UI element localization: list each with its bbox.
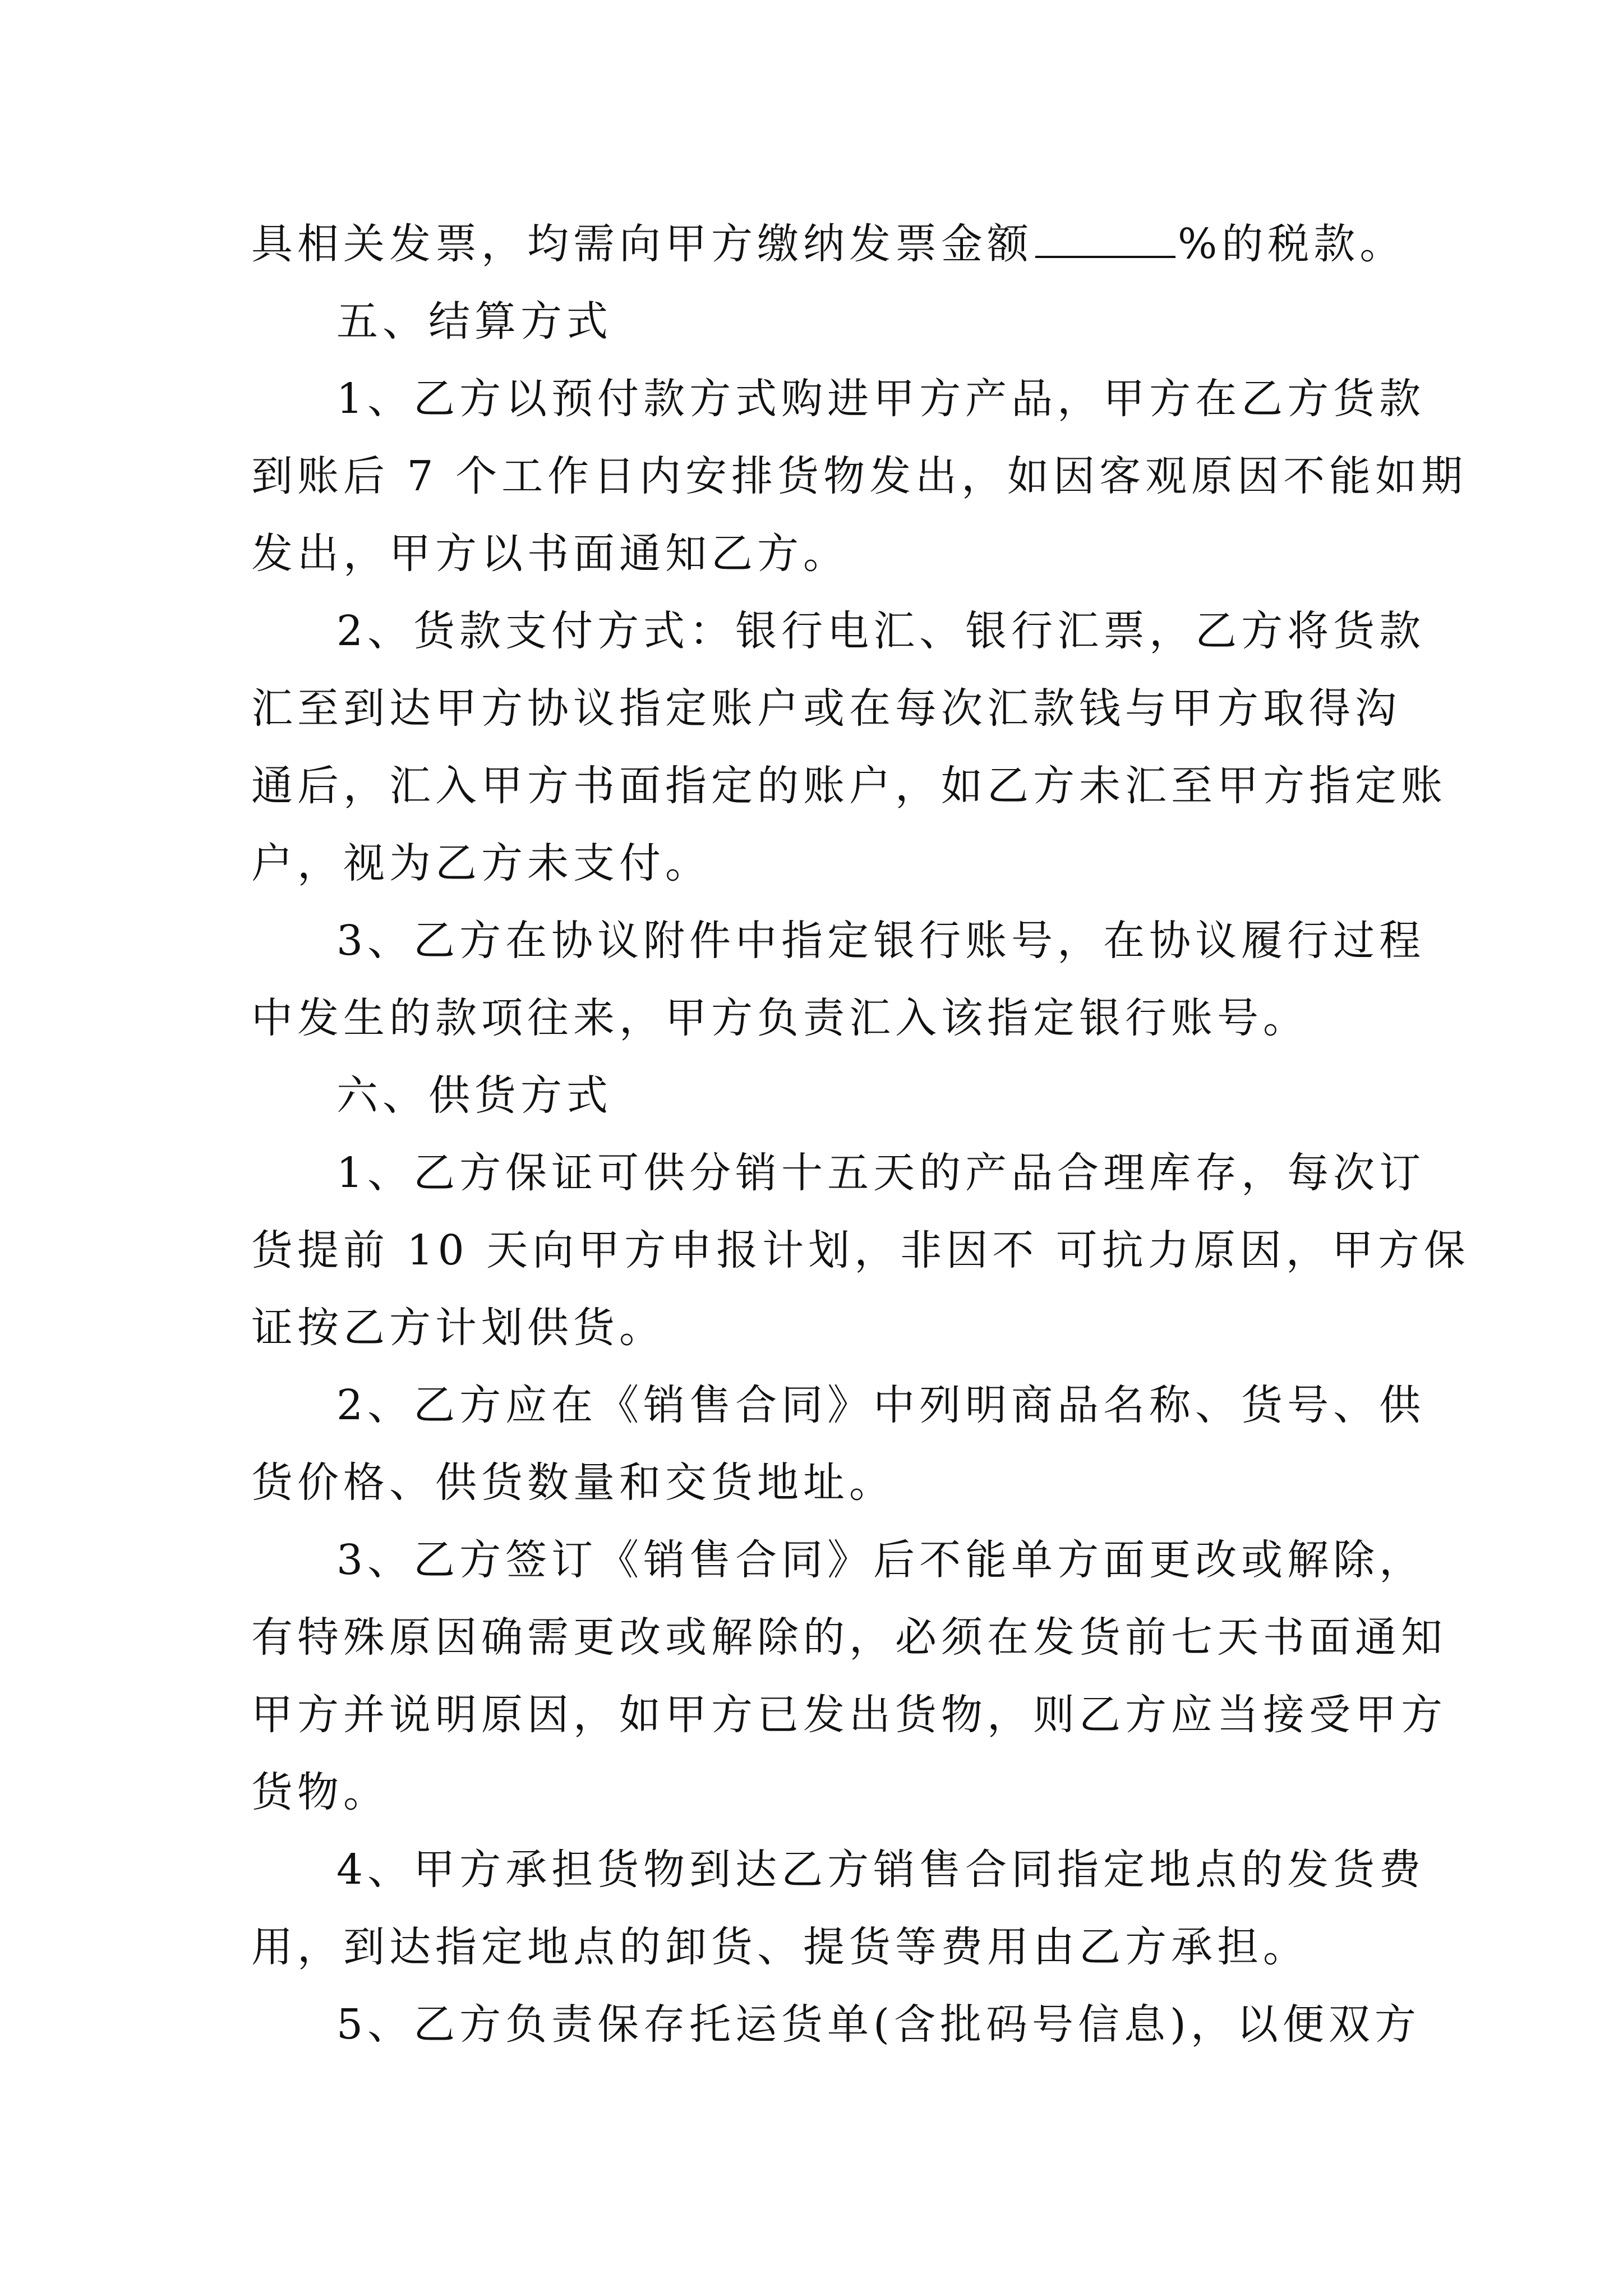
text-line: 2、乙方应在《销售合同》中列明商品名称、货号、供 xyxy=(336,1381,1426,1429)
text-segment: %的税款。 xyxy=(1178,220,1406,268)
text-line: 户，视为乙方未支付。 xyxy=(251,839,711,887)
text-line: 1、乙方以预付款方式购进甲方产品，甲方在乙方货款 xyxy=(336,375,1426,423)
section-heading: 五、结算方式 xyxy=(336,297,612,346)
text-line: 通后，汇入甲方书面指定的账户，如乙方未汇至甲方指定账 xyxy=(251,762,1447,810)
text-line: 中发生的款项往来，甲方负责汇入该指定银行账号。 xyxy=(251,994,1309,1042)
text-line: 汇至到达甲方协议指定账户或在每次汇款钱与甲方取得沟 xyxy=(251,684,1401,733)
text-line: 3、乙方签订《销售合同》后不能单方面更改或解除， xyxy=(336,1536,1426,1584)
text-line: 用，到达指定地点的卸货、提货等费用由乙方承担。 xyxy=(251,1923,1309,1971)
text-line xyxy=(251,205,1406,283)
text-line: 3、乙方在协议附件中指定银行账号，在协议履行过程 xyxy=(336,917,1426,965)
text-line: 4、甲方承担货物到达乙方销售合同指定地点的发货费 xyxy=(336,1846,1426,1894)
text-line: 5、乙方负责保存托运货单(含批码号信息)，以便双方 xyxy=(336,2000,1421,2049)
text-line: 甲方并说明原因，如甲方已发出货物，则乙方应当接受甲方 xyxy=(251,1691,1447,1739)
text-line: 有特殊原因确需更改或解除的，必须在发货前七天书面通知 xyxy=(251,1613,1447,1662)
text-line: 1、乙方保证可供分销十五天的产品合理库存，每次订 xyxy=(336,1149,1426,1197)
text-segment: 具相关发票，均需向甲方缴纳发票金额 xyxy=(251,220,1033,268)
fill-in-blank xyxy=(1035,221,1175,258)
text-line: 货价格、供货数量和交货地址。 xyxy=(251,1458,895,1507)
text-line: 证按乙方计划供货。 xyxy=(251,1304,665,1352)
text-line: 货提前 10 天向甲方申报计划，非因不 可抗力原因，甲方保 xyxy=(251,1226,1470,1274)
section-heading: 六、供货方式 xyxy=(336,1071,612,1120)
text-line: 货物。 xyxy=(251,1768,389,1816)
text-line: 到账后 7 个工作日内安排货物发出，如因客观原因不能如期 xyxy=(251,452,1468,500)
text-line: 2、货款支付方式：银行电汇、银行汇票，乙方将货款 xyxy=(336,607,1426,655)
text-line: 发出，甲方以书面通知乙方。 xyxy=(251,530,849,578)
